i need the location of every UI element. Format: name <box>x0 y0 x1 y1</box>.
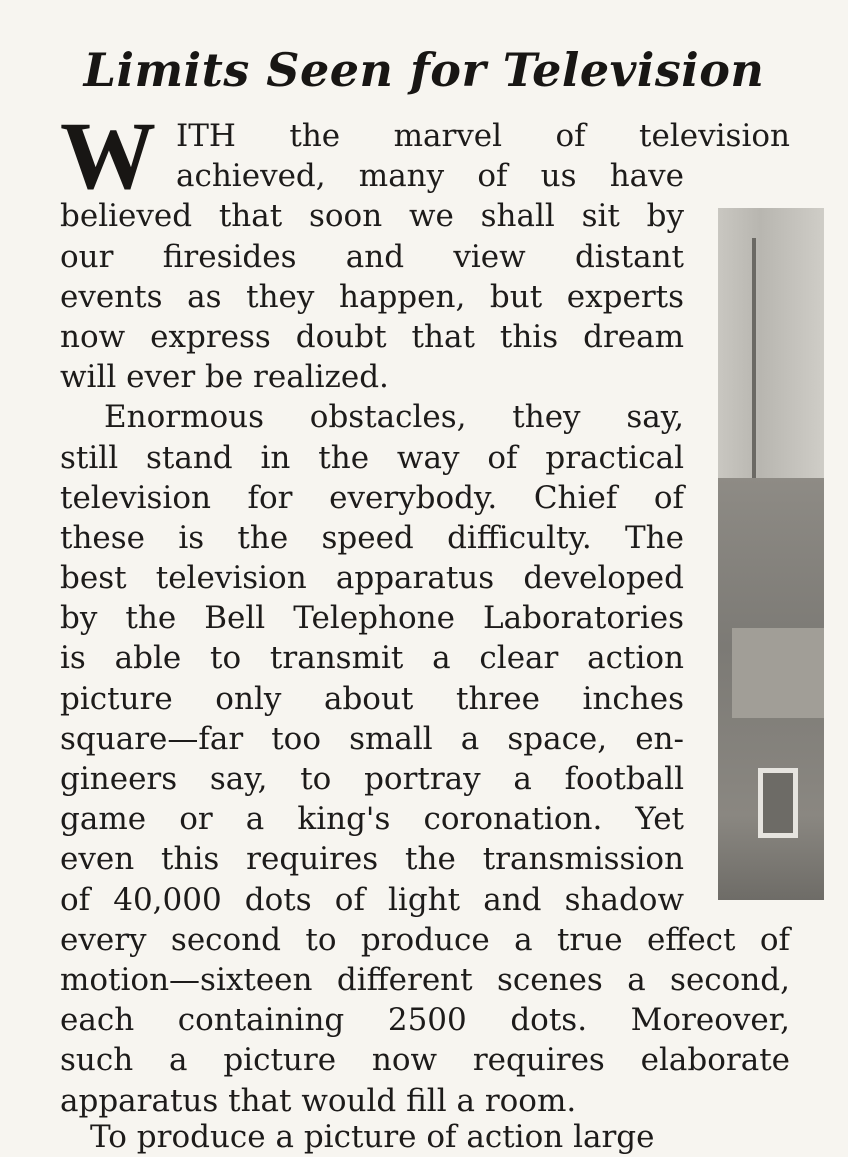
text-line: events as they happen, but experts <box>60 278 684 315</box>
text-line: our firesides and view distant <box>60 238 684 275</box>
text-line: such a picture now requires elaborate <box>60 1042 790 1079</box>
text-line: believed that soon we shall sit by <box>60 198 684 235</box>
text-line: every second to produce a true effect of <box>60 921 790 958</box>
text-line: picture only about three inches <box>60 680 684 717</box>
text-line: television for everybody. Chief of <box>60 479 684 516</box>
next-line-partial <box>90 1119 770 1155</box>
text-line: best television apparatus developed <box>60 560 684 597</box>
article-title: Limits Seen for Television <box>83 43 765 97</box>
text-line: each containing 2500 dots. Moreover, <box>60 1002 790 1039</box>
drop-cap: W <box>60 102 156 209</box>
article-body <box>60 116 790 1121</box>
text-line: these is the speed difficulty. The <box>60 519 684 556</box>
next-line-text: To produce a picture of action large <box>90 1119 655 1155</box>
text-line: motion—sixteen different scenes a second, <box>60 961 790 998</box>
text-line: even this requires the transmission <box>60 841 684 878</box>
text-line: by the Bell Telephone Laboratories <box>60 600 684 637</box>
text-line: of 40,000 dots of light and shadow <box>60 881 684 918</box>
text-line: gineers say, to portray a football <box>60 761 684 797</box>
text-line: Enormous obstacles, they say, <box>104 399 684 436</box>
text-line: ITH the marvel of television <box>176 118 790 154</box>
text-line: still stand in the way of practical <box>60 439 684 476</box>
text-line: apparatus that would fill a room. <box>60 1082 577 1119</box>
text-line: game or a king's coronation. Yet <box>60 801 684 838</box>
text-line: is able to transmit a clear action <box>60 640 684 677</box>
text-line: achieved, many of us have <box>176 158 684 195</box>
text-line: will ever be realized. <box>60 359 389 396</box>
text-line: now express doubt that this dream <box>60 318 684 355</box>
text-line: square—far too small a space, en- <box>60 720 684 757</box>
